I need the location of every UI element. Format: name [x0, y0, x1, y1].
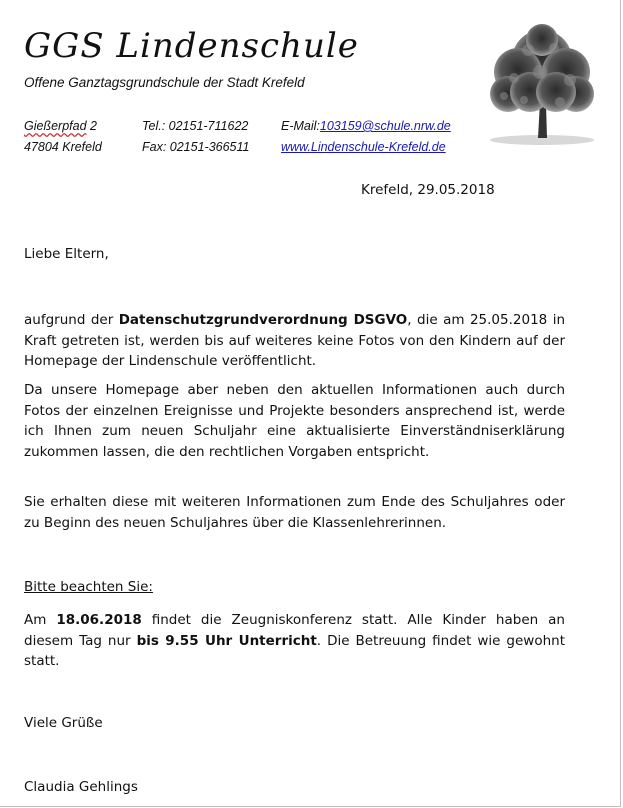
paragraph-conference: Am 18.06.2018 findet die Zeugniskonferenz statt. Alle Kinder haben an diesem Tag nur bis 9.55 Uhr Unterricht. Die Betreuung findet wie gewohnt statt. [24, 612, 565, 669]
fax-number: Fax: 02151-366511 [142, 140, 250, 154]
address-street: Gießerpfad 2 [24, 119, 97, 133]
letter-date: Krefeld, 29.05.2018 [361, 182, 495, 198]
notice-heading: Bitte beachten Sie: [24, 579, 153, 595]
email-link[interactable]: 103159@schule.nrw.de [319, 119, 451, 133]
school-subtitle: Offene Ganztagsgrundschule der Stadt Krefeld [24, 75, 305, 90]
website-link[interactable]: www.Lindenschule-Krefeld.de [281, 140, 446, 154]
phone-number: Tel.: 02151-711622 [142, 119, 249, 133]
school-name: GGS Lindenschule [24, 26, 359, 66]
email-line: E-Mail:103159@schule.nrw.de [281, 119, 451, 133]
tree-icon [484, 20, 600, 146]
paragraph-homepage: Da unsere Homepage aber neben den aktuellen Informationen auch durch Fotos der einzelnen Ereignisse und Projekte besonders ansprechend ist, werde ich Ihnen zum neuen Schuljahr eine aktualisierte Einverständniserklärung zukommen lassen, die den rechtlichen Vorgaben entspricht. [24, 382, 565, 460]
paragraph-information: Sie erhalten diese mit weiteren Informationen zum Ende des Schuljahres oder zu Beginn des neuen Schuljahres über die Klassenlehrerinnen. [24, 494, 565, 531]
salutation: Liebe Eltern, [24, 246, 109, 262]
website-line [281, 140, 446, 154]
paragraph-dsgvo: aufgrund der Datenschutzgrundverordnung DSGVO, die am 25.05.2018 in Kraft getreten ist, werden bis auf weiteres keine Fotos von den Kindern auf der Homepage der Lindenschule veröffentlicht. [24, 312, 566, 369]
closing: Viele Grüße [24, 715, 103, 731]
signature: Claudia Gehlings [24, 779, 138, 795]
address-city: 47804 Krefeld [24, 140, 102, 154]
